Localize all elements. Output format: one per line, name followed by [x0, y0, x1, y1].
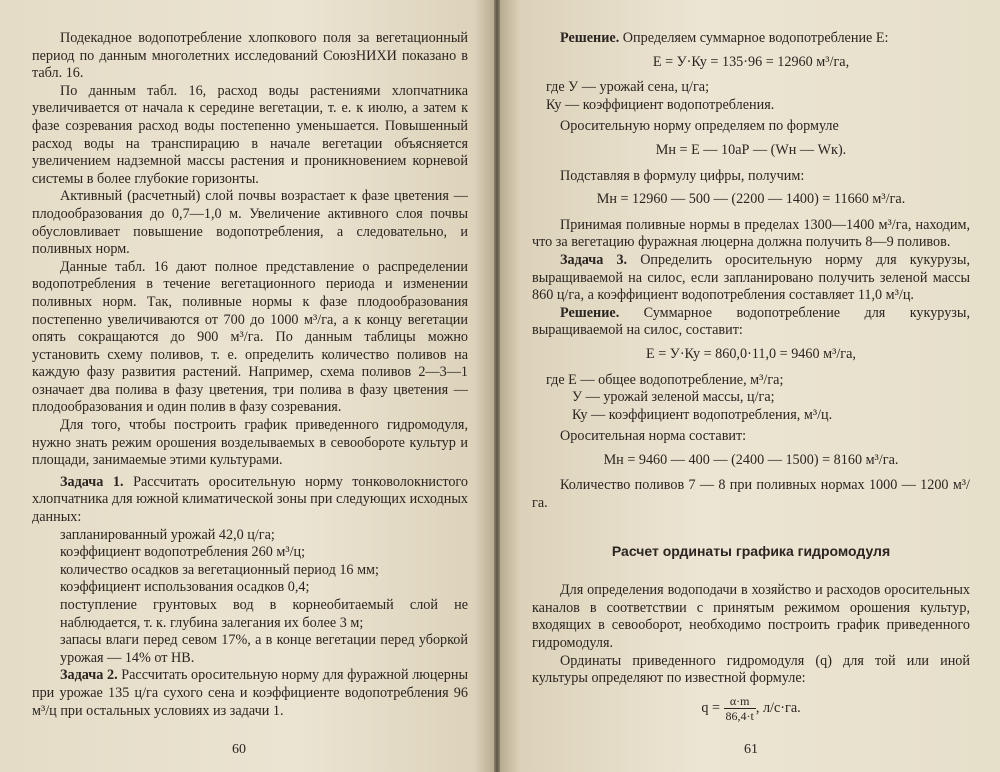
- formula-hydromodule: [532, 694, 970, 723]
- paragraph: Оросительная норма составит:: [560, 428, 747, 445]
- solution-2: [532, 305, 970, 340]
- definition: Ку — коэффициент водопотребления.: [546, 96, 775, 113]
- section-title: Расчет ординаты графика гидромодуля: [611, 542, 891, 559]
- solution-1: [532, 30, 970, 48]
- task-2: [32, 667, 468, 720]
- paragraph: Подставляя в формулу цифры, получим:: [560, 167, 805, 184]
- formula-corn-consumption: Е = У·Ку = 860,0·11,0 = 9460 м³/га,: [646, 345, 856, 362]
- paragraph: Принимая поливные нормы в пределах 1300—1400 м³/га, находим, что за вегетацию фуражная люцерна должна получить 8—9 поливов.: [532, 216, 970, 251]
- input-data-list: [32, 527, 468, 668]
- list-item: коэффициент использования осадков 0,4;: [60, 579, 310, 596]
- definition: Ку — коэффициент водопотребления, м³/ц.: [572, 406, 833, 423]
- list-item: поступление грунтовых вод в корнеобитаемый слой не наблюдается, т. к. глубина залегания их более 3 м;: [60, 597, 468, 631]
- task-3: [532, 252, 970, 305]
- paragraph: Данные табл. 16 дают полное представление о распределении водопотребления в течение вегетационного периода и изменении поливных норм. Так, поливные нормы к фазе плодообразования постепенно увеличиваются от 700 до 1000 м³/га, а к концу вегетации опять сокращаются до 900 м³/га. По данным таблицы можно установить схему поливов, т. е. определить количество поливов на каждую фазу развития растений. Например, схема поливов 2—3—1 означает два полива в фазу цветения, три полива в фазу цветения — плодообразования и один полив в фазу созревания.: [32, 258, 468, 416]
- paragraph: Подекадное водопотребление хлопкового поля за вегетационный период по данным многолетних исследований СоюзНИХИ показано в табл. 16.: [32, 30, 468, 82]
- list-item: количество осадков за вегетационный период 16 мм;: [60, 561, 379, 578]
- paragraph: По данным табл. 16, расход воды растениями хлопчатника увеличивается от начала к середине вегетации, т. е. к июлю, а затем к фазе созревания расход воды постепенно уменьшается. Повышенный расход воды на транспирацию в начале вегетации объясняется увеличением надземной массы растения и проникновением корневой системы в более глубокие горизонты.: [32, 82, 468, 187]
- task-label: Задача 3.: [560, 251, 628, 268]
- task-text: Определить оросительную норму для кукурузы, выращиваемой на силос, если запланировано получить зеленой массы 860 ц/га, а коэффициент водопотребления составляет 11,0 м³/ц.: [532, 251, 970, 304]
- task-label: Задача 2.: [60, 667, 118, 684]
- left-page: [0, 0, 494, 772]
- fraction-numerator: α·m: [724, 694, 756, 709]
- formula-substituted: Мн = 12960 — 500 — (2200 — 1400) = 11660 м³/га.: [596, 191, 906, 208]
- formula-lhs: q =: [701, 699, 720, 716]
- formula-fraction: [724, 694, 756, 723]
- page-number-right: 61: [744, 742, 758, 757]
- task-text: Рассчитать оросительную норму тонковолокнистого хлопчатника для южной климатической зоны при следующих исходных данных:: [32, 473, 468, 526]
- list-item: коэффициент водопотребления 260 м³/ц;: [60, 544, 306, 561]
- paragraph: Ординаты приведенного гидромодуля (q) для той или иной культуры определяют по известной формуле:: [532, 652, 970, 687]
- page-number-left: 60: [232, 742, 246, 757]
- task-label: Задача 1.: [60, 473, 124, 490]
- list-item: запланированный урожай 42,0 ц/га;: [60, 526, 275, 543]
- solution-label: Решение.: [560, 30, 620, 46]
- paragraph: Активный (расчетный) слой почвы возрастает к фазе цветения — плодообразования до 0,7—1,0 м. Увеличение активного слоя почвы обусловливает повышение водопотребления, а следовательно, и поливных норм.: [32, 188, 468, 258]
- formula-unit: , л/с·га.: [755, 699, 801, 716]
- paragraph: Оросительную норму определяем по формуле: [560, 118, 839, 135]
- right-page: [500, 0, 1000, 772]
- paragraph: Для определения водоподачи в хозяйство и расходов оросительных каналов в соответствии с принятым режимом орошения культур, входящих в севооборот, необходимо построить график приведенного гидромодуля.: [532, 582, 970, 652]
- list-item: запасы влаги перед севом 17%, а в конце вегетации перед уборкой урожая — 14% от НВ.: [60, 632, 468, 666]
- solution-label: Решение.: [560, 304, 620, 321]
- formula-irrigation-norm: Мн = Е — 10аР — (Wн — Wк).: [655, 141, 847, 158]
- paragraph: Для того, чтобы построить график приведенного гидромодуля, нужно знать режим орошения возделываемых в севообороте культур и площади, занимаемые этими культурами.: [32, 417, 468, 469]
- definition: где Е — общее водопотребление, м³/га;: [546, 371, 784, 388]
- formula-total-consumption: Е = У·Ку = 135·96 = 12960 м³/га,: [652, 53, 850, 70]
- solution-text: Суммарное водопотребление для кукурузы, выращиваемой на силос, составит:: [532, 304, 970, 339]
- definition: где У — урожай сена, ц/га;: [546, 79, 710, 96]
- fraction-denominator: 86,4·t: [725, 708, 754, 723]
- task-1: [32, 474, 468, 527]
- formula-corn-irrigation: Мн = 9460 — 400 — (2400 — 1500) = 8160 м³/га.: [603, 451, 899, 468]
- task-text: Рассчитать оросительную норму для фуражной люцерны при урожае 135 ц/га сухого сена и коэффициенте водопотребления 96 м³/ц при остальных условиях из задачи 1.: [32, 667, 468, 719]
- solution-text: Определяем суммарное водопотребление Е:: [619, 30, 889, 46]
- paragraph: Количество поливов 7 — 8 при поливных нормах 1000 — 1200 м³/га.: [532, 477, 970, 512]
- definition: У — урожай зеленой массы, ц/га;: [572, 389, 775, 406]
